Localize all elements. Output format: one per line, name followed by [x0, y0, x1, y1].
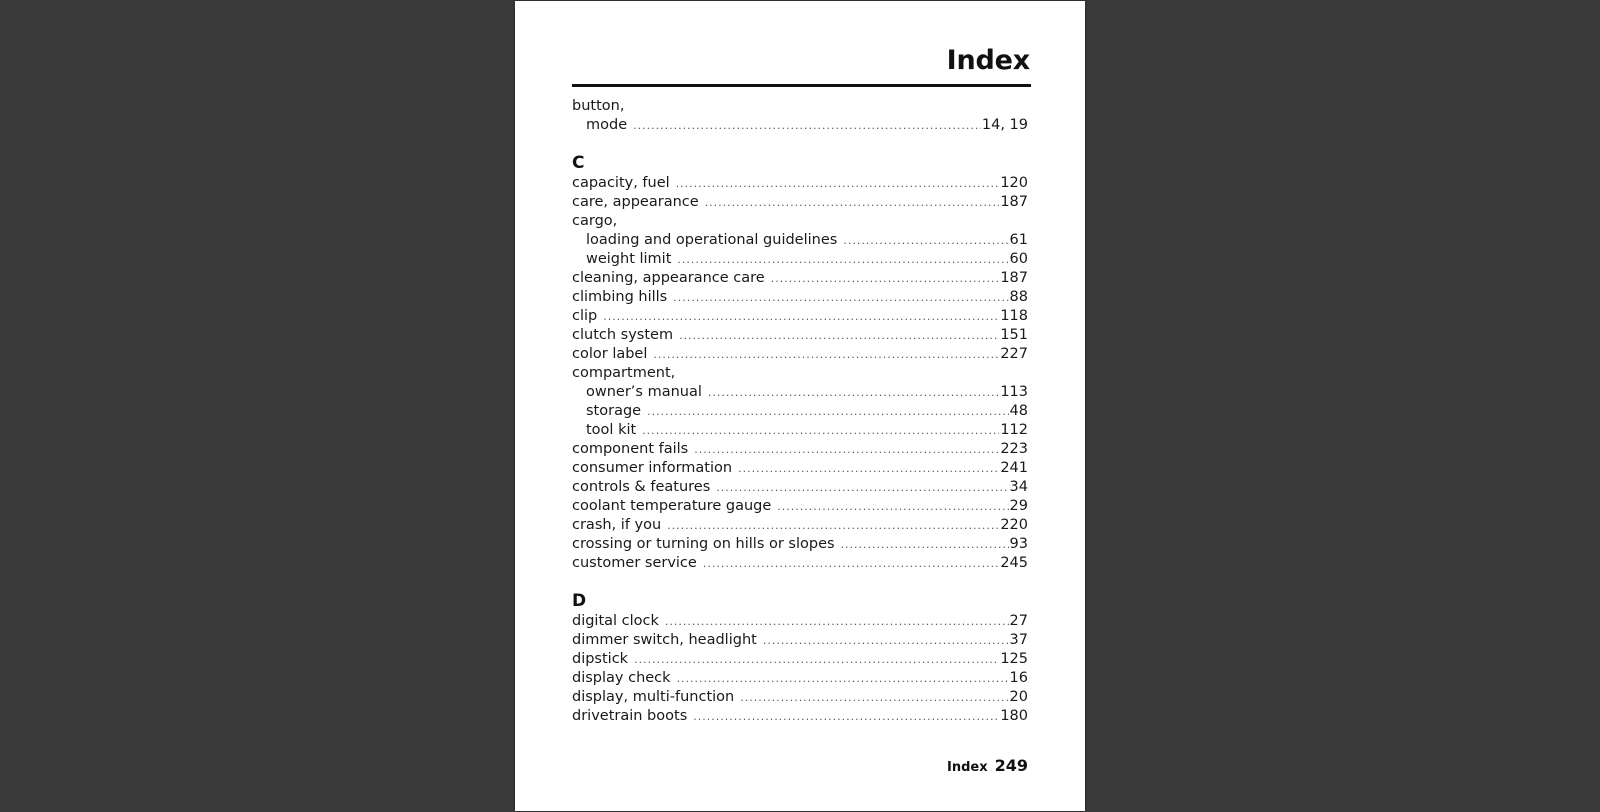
dot-leader	[740, 688, 1008, 707]
index-term: color label	[572, 346, 648, 362]
index-term: owner’s manual	[586, 384, 702, 400]
page-reference: 60	[1009, 251, 1028, 267]
index-entry	[572, 478, 1028, 497]
page-reference: 61	[1009, 232, 1028, 248]
index-term: drivetrain boots	[572, 708, 688, 724]
page-reference: 151	[1000, 327, 1028, 343]
page-reference: 227	[1000, 346, 1028, 362]
dot-leader	[777, 497, 1008, 516]
dot-leader	[694, 440, 999, 459]
dot-leader	[634, 650, 999, 669]
dot-leader	[677, 669, 1009, 688]
index-term: clutch system	[572, 327, 674, 343]
index-term: display check	[572, 670, 671, 686]
index-subentry	[572, 231, 1028, 250]
dot-leader	[653, 345, 999, 364]
index-subentry	[572, 421, 1028, 440]
index-term: tool kit	[586, 422, 637, 438]
dot-leader	[763, 631, 1009, 650]
index-term: climbing hills	[572, 289, 668, 305]
index-list	[572, 97, 1028, 726]
title-rule	[572, 84, 1031, 87]
index-subentry	[572, 116, 1028, 135]
index-entry	[572, 174, 1028, 193]
page-reference: 120	[1000, 175, 1028, 191]
index-entry	[572, 364, 1028, 383]
page-reference: 27	[1009, 613, 1028, 629]
index-term: controls & features	[572, 479, 711, 495]
index-term: capacity, fuel	[572, 175, 670, 191]
page-reference: 187	[1000, 270, 1028, 286]
index-entry	[572, 669, 1028, 688]
dot-leader	[677, 250, 1008, 269]
index-term: cargo,	[572, 213, 618, 229]
page-reference: 223	[1000, 441, 1028, 457]
page-reference: 241	[1000, 460, 1028, 476]
page-reference: 34	[1009, 479, 1028, 495]
index-entry	[572, 97, 1028, 116]
page-reference: 20	[1009, 689, 1028, 705]
index-term: weight limit	[586, 251, 672, 267]
page-reference: 14, 19	[981, 117, 1028, 133]
index-term: cleaning, appearance care	[572, 270, 765, 286]
index-entry	[572, 326, 1028, 345]
index-subentry	[572, 402, 1028, 421]
dot-leader	[738, 459, 999, 478]
page-reference: 48	[1009, 403, 1028, 419]
index-entry	[572, 650, 1028, 669]
page-reference: 245	[1000, 555, 1028, 571]
index-entry	[572, 516, 1028, 535]
index-entry	[572, 269, 1028, 288]
index-entry	[572, 212, 1028, 231]
index-term: compartment,	[572, 365, 676, 381]
index-term: coolant temperature gauge	[572, 498, 772, 514]
index-entry	[572, 554, 1028, 573]
page-reference: 112	[1000, 422, 1028, 438]
index-term: clip	[572, 308, 598, 324]
dot-leader	[708, 383, 999, 402]
dot-leader	[693, 707, 999, 726]
page-reference: 118	[1000, 308, 1028, 324]
dot-leader	[667, 516, 999, 535]
index-term: component fails	[572, 441, 689, 457]
dot-leader	[716, 478, 1008, 497]
index-term: customer service	[572, 555, 697, 571]
page-reference: 113	[1000, 384, 1028, 400]
page-title: Index	[946, 45, 1030, 76]
dot-leader	[676, 174, 1000, 193]
index-entry	[572, 440, 1028, 459]
section-letter: D	[572, 591, 587, 611]
dot-leader	[703, 554, 999, 573]
index-term: loading and operational guidelines	[586, 232, 838, 248]
index-term: display, multi-function	[572, 689, 735, 705]
index-term: crossing or turning on hills or slopes	[572, 536, 835, 552]
dot-leader	[665, 612, 1009, 631]
index-term: button,	[572, 98, 625, 114]
footer-label: Index	[946, 760, 988, 775]
dot-leader	[603, 307, 999, 326]
section-letter: C	[572, 153, 585, 173]
page-reference: 16	[1009, 670, 1028, 686]
index-entry	[572, 345, 1028, 364]
index-entry	[572, 459, 1028, 478]
page-footer	[947, 756, 1028, 775]
index-subentry	[572, 383, 1028, 402]
dot-leader	[771, 269, 1000, 288]
dot-leader	[841, 535, 1009, 554]
index-entry	[572, 497, 1028, 516]
page-reference: 180	[1000, 708, 1028, 724]
index-term: dipstick	[572, 651, 629, 667]
index-entry	[572, 707, 1028, 726]
index-term: care, appearance	[572, 194, 699, 210]
index-entry	[572, 688, 1028, 707]
index-term: mode	[586, 117, 628, 133]
dot-leader	[705, 193, 1000, 212]
page-reference: 29	[1009, 498, 1028, 514]
index-entry	[572, 612, 1028, 631]
dot-leader	[647, 402, 1008, 421]
dot-leader	[642, 421, 999, 440]
index-term: storage	[586, 403, 642, 419]
index-term: consumer information	[572, 460, 733, 476]
index-term: crash, if you	[572, 517, 662, 533]
page-reference: 93	[1009, 536, 1028, 552]
index-entry	[572, 631, 1028, 650]
dot-leader	[843, 231, 1008, 250]
page-reference: 88	[1009, 289, 1028, 305]
dot-leader	[673, 288, 1008, 307]
dot-leader	[633, 116, 981, 135]
index-subentry	[572, 250, 1028, 269]
index-entry	[572, 535, 1028, 554]
index-term: digital clock	[572, 613, 659, 629]
index-entry	[572, 288, 1028, 307]
index-entry	[572, 193, 1028, 212]
page-reference: 187	[1000, 194, 1028, 210]
page-reference: 37	[1009, 632, 1028, 648]
page-reference: 125	[1000, 651, 1028, 667]
dot-leader	[679, 326, 999, 345]
index-term: dimmer switch, headlight	[572, 632, 757, 648]
page-reference: 220	[1000, 517, 1028, 533]
index-entry	[572, 307, 1028, 326]
document-page	[515, 1, 1085, 811]
page-number: 249	[994, 756, 1028, 775]
